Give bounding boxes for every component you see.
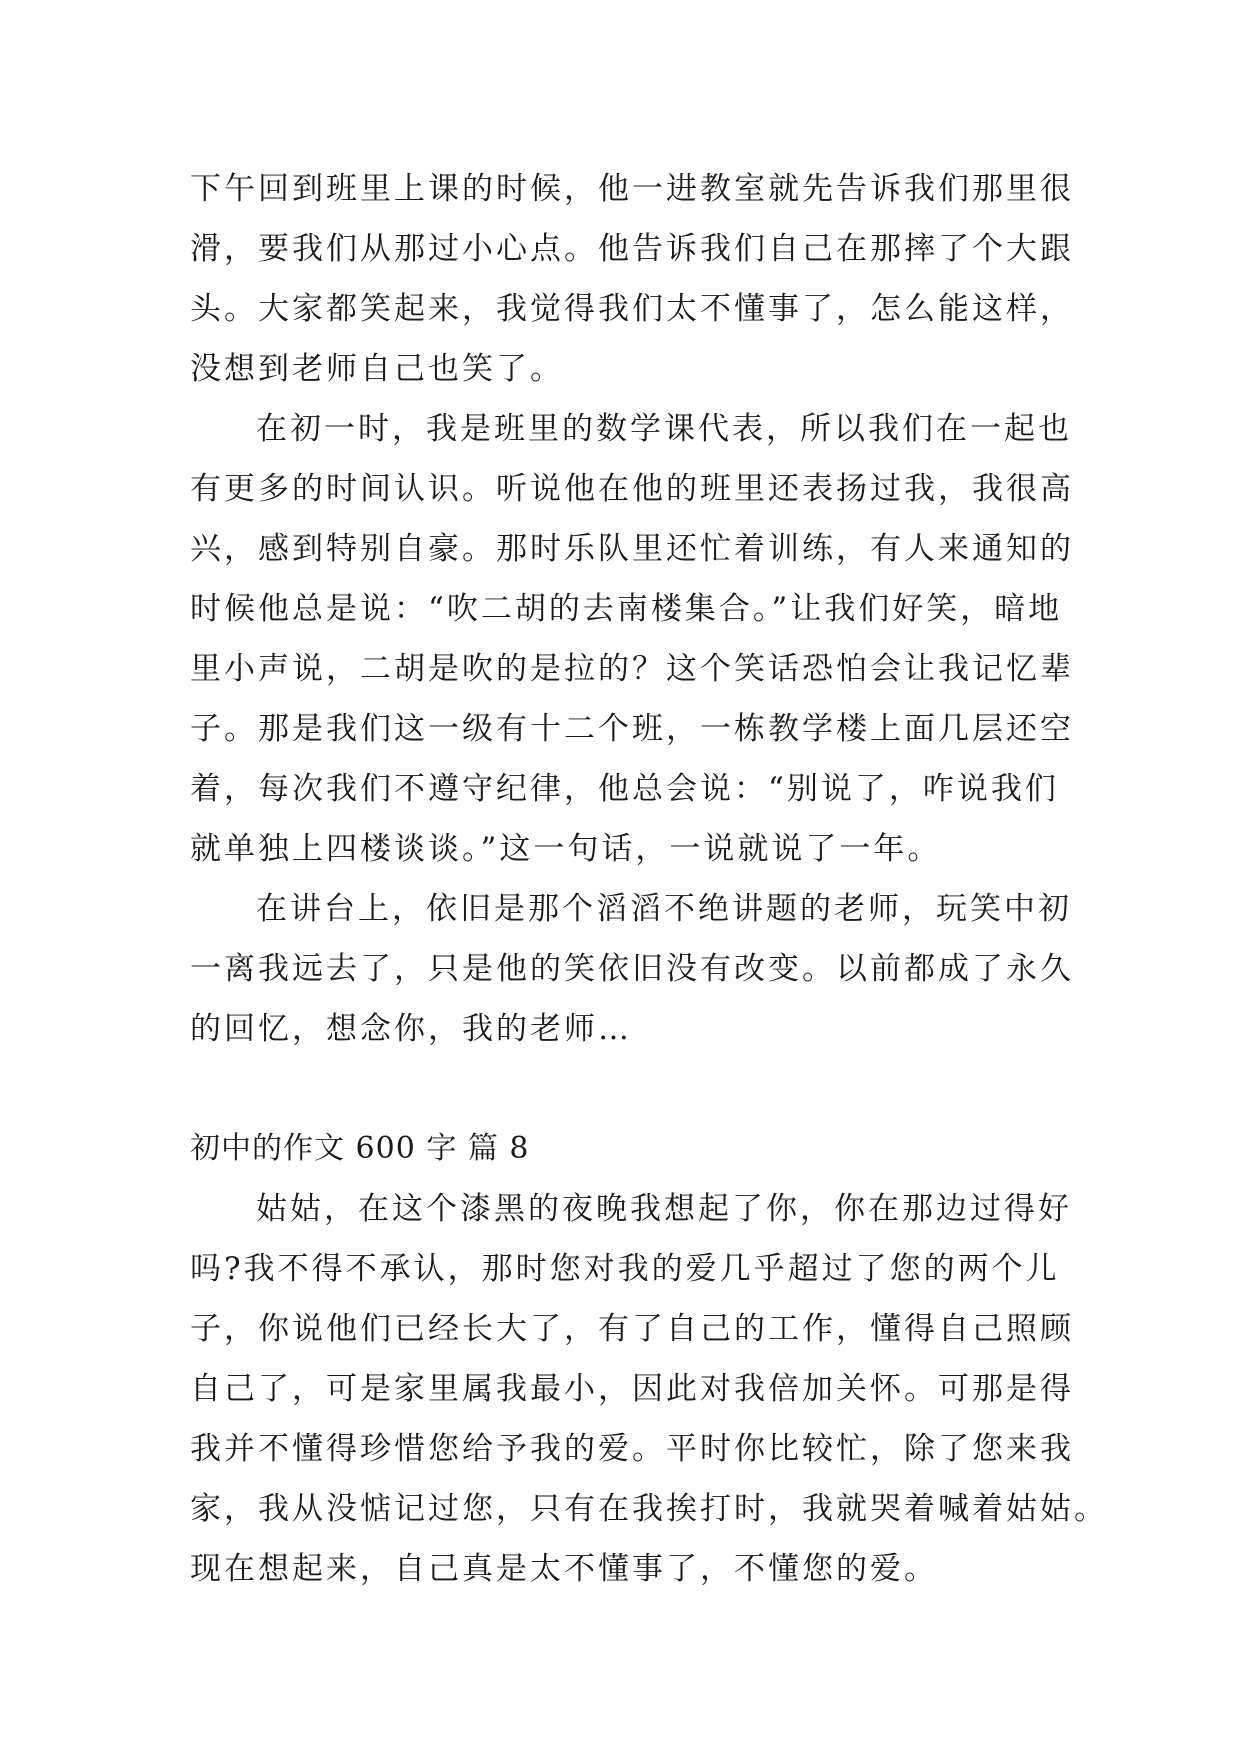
- paragraph-3: [190, 879, 1074, 1059]
- text-line: 的回忆，想念你，我的老师…: [190, 1011, 632, 1047]
- text-line: 里小声说，二胡是吹的是拉的？这个笑话恐怕会让我记忆辈: [190, 651, 1074, 687]
- text-line: 自己了，可是家里属我最小，因此对我倍加关怀。可那是得: [190, 1371, 1074, 1407]
- text-line: 在初一时，我是班里的数学课代表，所以我们在一起也: [256, 411, 1072, 447]
- text-line: 着，每次我们不遵守纪律，他总会说：“别说了，咋说我们: [190, 771, 1059, 807]
- text-line: 我并不懂得珍惜您给予我的爱。平时你比较忙，除了您来我: [190, 1431, 1074, 1467]
- section-heading: 初中的作文 600 字 篇 8: [190, 1131, 530, 1166]
- text-line: 子。那是我们这一级有十二个班，一栋教学楼上面几层还空: [190, 711, 1074, 747]
- section-spacer: [190, 1059, 1070, 1119]
- text-line: 兴，感到特别自豪。那时乐队里还忙着训练，有人来通知的: [190, 531, 1074, 567]
- text-line: 吗?我不得不承认，那时您对我的爱几乎超过了您的两个儿: [190, 1251, 1060, 1287]
- text-line: 没想到老师自己也笑了。: [190, 351, 564, 387]
- paragraph-4: [190, 1179, 1108, 1599]
- text-line: 下午回到班里上课的时候，他一进教室就先告诉我们那里很: [190, 171, 1074, 207]
- text-line: 子，你说他们已经长大了，有了自己的工作，懂得自己照顾: [190, 1311, 1074, 1347]
- text-line: 头。大家都笑起来，我觉得我们太不懂事了，怎么能这样，: [190, 291, 1074, 327]
- text-line: 一离我远去了，只是他的笑依旧没有改变。以前都成了永久: [190, 951, 1074, 987]
- text-line: 姑姑，在这个漆黑的夜晚我想起了你，你在那边过得好: [256, 1191, 1072, 1227]
- text-line: 家，我从没惦记过您，只有在我挨打时，我就哭着喊着姑姑。: [190, 1491, 1108, 1527]
- document-body: [190, 159, 1108, 1599]
- text-line: 就单独上四楼谈谈。”这一句话，一说就说了一年。: [190, 831, 942, 867]
- paragraph-1: [190, 159, 1074, 399]
- text-line: 现在想起来，自己真是太不懂事了，不懂您的爱。: [190, 1551, 938, 1587]
- text-line: 有更多的时间认识。听说他在他的班里还表扬过我，我很高: [190, 471, 1074, 507]
- text-line: 时候他总是说：“吹二胡的去南楼集合。”让我们好笑，暗地: [190, 591, 1063, 627]
- text-line: 滑，要我们从那过小心点。他告诉我们自己在那摔了个大跟: [190, 231, 1074, 267]
- text-line: 在讲台上，依旧是那个滔滔不绝讲题的老师，玩笑中初: [256, 891, 1072, 927]
- paragraph-2: [190, 399, 1074, 879]
